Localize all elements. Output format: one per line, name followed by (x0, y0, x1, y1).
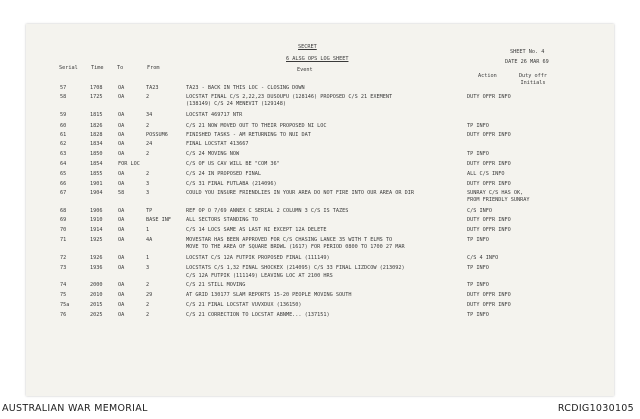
row-action: TP INFO (467, 312, 489, 318)
row-from: POSSUM6 (146, 132, 168, 138)
row-from: 1 (146, 227, 150, 233)
row-serial: 75 (60, 292, 67, 298)
row-action: ALL C/S INFO (467, 171, 505, 177)
row-to: OA (118, 292, 125, 298)
row-to: OA (118, 237, 125, 243)
row-time: 2000 (90, 282, 103, 288)
row-event: REF OP O 7/69 ANNEX C SERIAL 2 COLUMN 3 C/S IS TAZES (186, 208, 349, 214)
row-time: 1901 (90, 181, 103, 187)
row-serial: 68 (60, 208, 67, 214)
row-to: OA (118, 123, 125, 129)
row-serial: 67 (60, 190, 67, 196)
row-to: OA (118, 208, 125, 214)
row-event: LOCSTAT C/S 12A FUTPIK PROPOSED FINAL (111149) (186, 255, 330, 261)
row-event: C/S 21 NOW MOVED OUT TO THEIR PROPOSED NI LOC (186, 123, 327, 129)
row-from: 24 (146, 141, 153, 147)
row-to: FOR LOC (118, 161, 140, 167)
column-header-to: To (117, 65, 124, 71)
row-event: (138149) C/S 24 MENEVIT (129148) (186, 101, 286, 107)
row-serial: 63 (60, 151, 67, 157)
row-to: OA (118, 265, 125, 271)
row-action: DUTY OFFR INFO (467, 161, 511, 167)
row-to: OA (118, 255, 125, 261)
row-from: 2 (146, 171, 150, 177)
row-to: OA (118, 151, 125, 157)
row-to: OA (118, 302, 125, 308)
row-from: 1 (146, 255, 150, 261)
row-serial: 71 (60, 237, 67, 243)
row-from: 3 (146, 181, 150, 187)
row-to: OA (118, 227, 125, 233)
row-event: MOVE TO THE AREA OF SQUARE BRDWL (1617) FOR PERIOD 0800 TO 1700 27 MAR (186, 244, 405, 250)
row-action: TP INFO (467, 265, 489, 271)
row-event: C/S 14 LOCS SAME AS LAST NI EXCEPT 12A DELETE (186, 227, 327, 233)
row-action: DUTY OFFR INFO (467, 132, 511, 138)
classification-heading: SECRET (298, 44, 317, 50)
row-time: 1708 (90, 85, 103, 91)
row-action: C/S 4 INFO (467, 255, 499, 261)
sheet-title: 6 ALSG OPS LOG SHEET (286, 56, 349, 62)
row-event: C/S 21 STILL MOVING (186, 282, 246, 288)
row-time: 1815 (90, 112, 103, 118)
row-to: OA (118, 141, 125, 147)
row-from: 2 (146, 312, 150, 318)
row-action: DUTY OFFR INFO (467, 181, 511, 187)
row-from: 2 (146, 302, 150, 308)
row-serial: 59 (60, 112, 67, 118)
row-from: 4A (146, 237, 153, 243)
row-from: 2 (146, 282, 150, 288)
row-event: C/S 21 CORRECTION TO LOCSTAT ABNME... (137151) (186, 312, 330, 318)
row-serial: 64 (60, 161, 67, 167)
row-serial: 62 (60, 141, 67, 147)
row-serial: 76 (60, 312, 67, 318)
row-event: C/S 31 FINAL FUTLABA (214096) (186, 181, 277, 187)
row-time: 1854 (90, 161, 103, 167)
row-action: DUTY OFFR INFO (467, 94, 511, 100)
row-event: LOCSTATS C/S 1,32 FINAL SHOCKEX (214095) C/S 33 FINAL LIZDCOW (213092) (186, 265, 405, 271)
row-event: ALL SECTORS STANDING TO (186, 217, 258, 223)
row-action: TP INFO (467, 123, 489, 129)
row-serial: 58 (60, 94, 67, 100)
column-header-action: Action (478, 73, 497, 79)
row-action: DUTY OFFR INFO (467, 217, 511, 223)
row-from: 2 (146, 151, 150, 157)
row-to: OA (118, 171, 125, 177)
row-to: OA (118, 132, 125, 138)
column-header-time: Time (91, 65, 104, 71)
row-time: 1914 (90, 227, 103, 233)
row-serial: 61 (60, 132, 67, 138)
row-serial: 57 (60, 85, 67, 91)
row-action: DUTY OFFR INFO (467, 292, 511, 298)
row-to: OA (118, 282, 125, 288)
footer-archive-name: AUSTRALIAN WAR MEMORIAL (2, 403, 148, 414)
row-from: 3 (146, 265, 150, 271)
row-time: 1826 (90, 123, 103, 129)
row-serial: 74 (60, 282, 67, 288)
row-from: BASE INF (146, 217, 171, 223)
row-serial: 60 (60, 123, 67, 129)
row-event: AT GRID 130177 SLAM REPORTS 15-20 PEOPLE MOVING SOUTH (186, 292, 352, 298)
row-serial: 75a (60, 302, 70, 308)
row-time: 1834 (90, 141, 103, 147)
row-from: TP (146, 208, 153, 214)
row-to: 58 (118, 190, 125, 196)
row-from: 29 (146, 292, 153, 298)
row-to: OA (118, 312, 125, 318)
row-time: 1926 (90, 255, 103, 261)
row-from: 34 (146, 112, 153, 118)
row-time: 1725 (90, 94, 103, 100)
sheet-number: SHEET No. 4 (510, 49, 545, 55)
row-event: LOCSTAT 469717 NTR (186, 112, 243, 118)
row-to: OA (118, 217, 125, 223)
row-serial: 72 (60, 255, 67, 261)
row-event: MOVESTAR HAS BEEN APPROVED FOR C/S CHASING LANCE 35 WITH T ELMS TO (186, 237, 393, 243)
row-event: COULD YOU INSURE FRIENDLIES IN YOUR AREA DO NOT FIRE INTO OUR AREA OR DIR (186, 190, 414, 196)
row-time: 2010 (90, 292, 103, 298)
column-header-serial: Serial (59, 65, 78, 71)
row-action: TP INFO (467, 282, 489, 288)
row-serial: 66 (60, 181, 67, 187)
row-time: 1828 (90, 132, 103, 138)
row-event: C/S 12A FUTPIK (111149) LEAVING LOC AT 2100 HRS (186, 273, 333, 279)
row-from: 2 (146, 94, 150, 100)
row-event: C/S 24 MOVING NOW (186, 151, 240, 157)
row-action: C/S INFO (467, 208, 492, 214)
footer-record-id: RCDIG1030105 (557, 403, 634, 414)
row-time: 2015 (90, 302, 103, 308)
row-from: 3 (146, 190, 150, 196)
row-event: TA23 - BACK IN THIS LOC - CLOSING DOWN (186, 85, 305, 91)
row-time: 2025 (90, 312, 103, 318)
row-to: OA (118, 112, 125, 118)
sheet-date: DATE 26 MAR 69 (505, 59, 549, 65)
row-action: DUTY OFFR INFO (467, 227, 511, 233)
column-header-from: From (147, 65, 160, 71)
row-time: 1925 (90, 237, 103, 243)
row-from: TA23 (146, 85, 159, 91)
row-time: 1850 (90, 151, 103, 157)
row-event: C/S OF US CAV WILL BE "COM 36" (186, 161, 280, 167)
row-action: SUNRAY C/S HAS OK, (467, 190, 524, 196)
row-time: 1936 (90, 265, 103, 271)
row-to: OA (118, 94, 125, 100)
row-time: 1906 (90, 208, 103, 214)
row-action: TP INFO (467, 237, 489, 243)
row-action: TP INFO (467, 151, 489, 157)
column-header-duty-offr: Duty offr Initials (518, 73, 548, 86)
row-serial: 65 (60, 171, 67, 177)
row-from: 2 (146, 123, 150, 129)
row-event: LOCSTAT FINAL C/S 2,22,23 DUSOUFU (128146) PROPOSED C/S 21 EXEMENT (186, 94, 393, 100)
row-action: DUTY OFFR INFO (467, 302, 511, 308)
row-serial: 70 (60, 227, 67, 233)
row-event: FINAL LOCSTAT 413667 (186, 141, 249, 147)
row-to: OA (118, 181, 125, 187)
row-serial: 69 (60, 217, 67, 223)
row-event: C/S 24 IN PROPOSED FINAL (186, 171, 261, 177)
column-header-event: Event (297, 67, 313, 73)
row-time: 1910 (90, 217, 103, 223)
row-action: FROM FRIENDLY SUNRAY (467, 197, 530, 203)
row-time: 1855 (90, 171, 103, 177)
row-time: 1904 (90, 190, 103, 196)
row-event: FINISHED TASKS - AM RETURNING TO NUI DAT (186, 132, 311, 138)
row-event: C/S 21 FINAL LOCSTAT VUVXDUX (136150) (186, 302, 302, 308)
row-serial: 73 (60, 265, 67, 271)
row-to: OA (118, 85, 125, 91)
